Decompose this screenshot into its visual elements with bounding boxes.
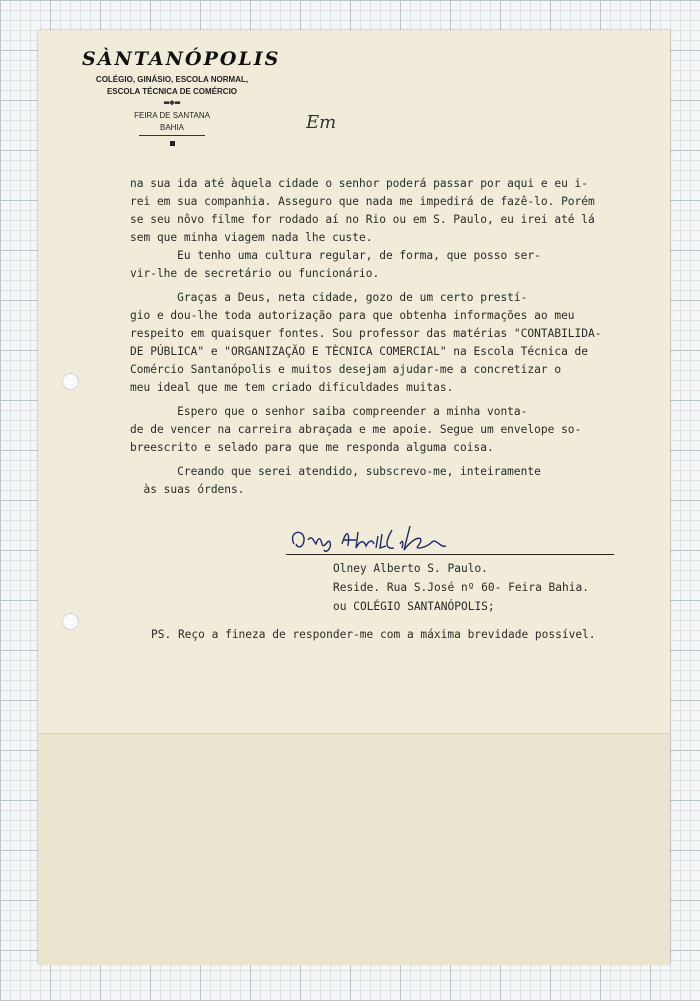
- body-line: breescrito e selado para que me responda alguma coisa.: [130, 441, 494, 454]
- body-line: Graças a Deus, neta cidade, gozo de um certo prestí-: [130, 291, 528, 304]
- letter-sheet: [38, 30, 670, 964]
- signer-alt-address: ou COLÉGIO SANTANÓPOLIS;: [333, 600, 495, 613]
- letterhead-line-2: ESCOLA TÉCNICA DE COMÉRCIO: [106, 87, 238, 96]
- body-line: se seu nôvo filme for rodado aí no Rio ou em S. Paulo, eu irei até lá: [130, 213, 595, 226]
- body-line: rei em sua companhia. Asseguro que nada me impedirá de fazê-lo. Porém: [130, 195, 595, 208]
- signer-address: Reside. Rua S.José nº 60- Feira Bahia.: [333, 581, 589, 594]
- letterhead-line-1: COLÉGIO, GINÁSIO, ESCOLA NORMAL,: [95, 75, 249, 84]
- fold-section: [38, 733, 670, 965]
- letterhead-city: FEIRA DE SANTANA: [134, 111, 210, 120]
- signature-line: [286, 554, 614, 555]
- body-line: Espero que o senhor saiba compreender a minha vonta-: [130, 405, 528, 418]
- body-line: vir-lhe de secretário ou funcionário.: [130, 267, 380, 280]
- body-line: Creando que serei atendido, subscrevo-me, inteiramente: [130, 465, 541, 478]
- body-line: meu ideal que me tem criado dificuldades muitas.: [130, 381, 454, 394]
- body-line: Eu tenho uma cultura regular, de forma, que posso ser-: [130, 249, 541, 262]
- letterhead: [62, 48, 282, 146]
- signer-name: Olney Alberto S. Paulo.: [333, 562, 488, 575]
- body-line: respeito em quaisquer fontes. Sou professor das matérias "CONTABILIDA-: [130, 327, 602, 340]
- body-line: sem que minha viagem nada lhe custe.: [130, 231, 373, 244]
- handwritten-em: Em: [306, 112, 337, 133]
- square-mark-icon: [170, 141, 175, 146]
- body-line: às suas órdens.: [130, 483, 245, 496]
- letter-body: [130, 175, 670, 499]
- postscript: PS. Reço a fineza de responder-me com a máxima brevidade possível.: [151, 628, 596, 641]
- punch-hole-icon: [62, 373, 79, 390]
- body-line: gio e dou-lhe toda autorização para que obtenha informações ao meu: [130, 309, 575, 322]
- punch-hole-icon: [62, 613, 79, 630]
- letterhead-state: BAHIA: [159, 123, 184, 132]
- body-line: na sua ida até àquela cidade o senhor poderá passar por aqui e eu i-: [130, 177, 589, 190]
- body-line: de de vencer na carreira abraçada e me apoie. Segue um envelope so-: [130, 423, 582, 436]
- letterhead-title: SÀNTANÓPOLIS: [82, 48, 281, 70]
- body-line: Comércio Santanópolis e muitos desejam ajudar-me a concretizar o: [130, 363, 562, 376]
- signature: [286, 520, 616, 560]
- body-line: DE PÚBLICA" e "ORGANIZAÇÃO E TÈCNICA COMERCIAL" na Escola Técnica de: [130, 345, 589, 358]
- signature-block: [333, 559, 589, 616]
- letterhead-rule: [139, 135, 205, 136]
- ornament-icon: ▬◆▬: [163, 98, 181, 108]
